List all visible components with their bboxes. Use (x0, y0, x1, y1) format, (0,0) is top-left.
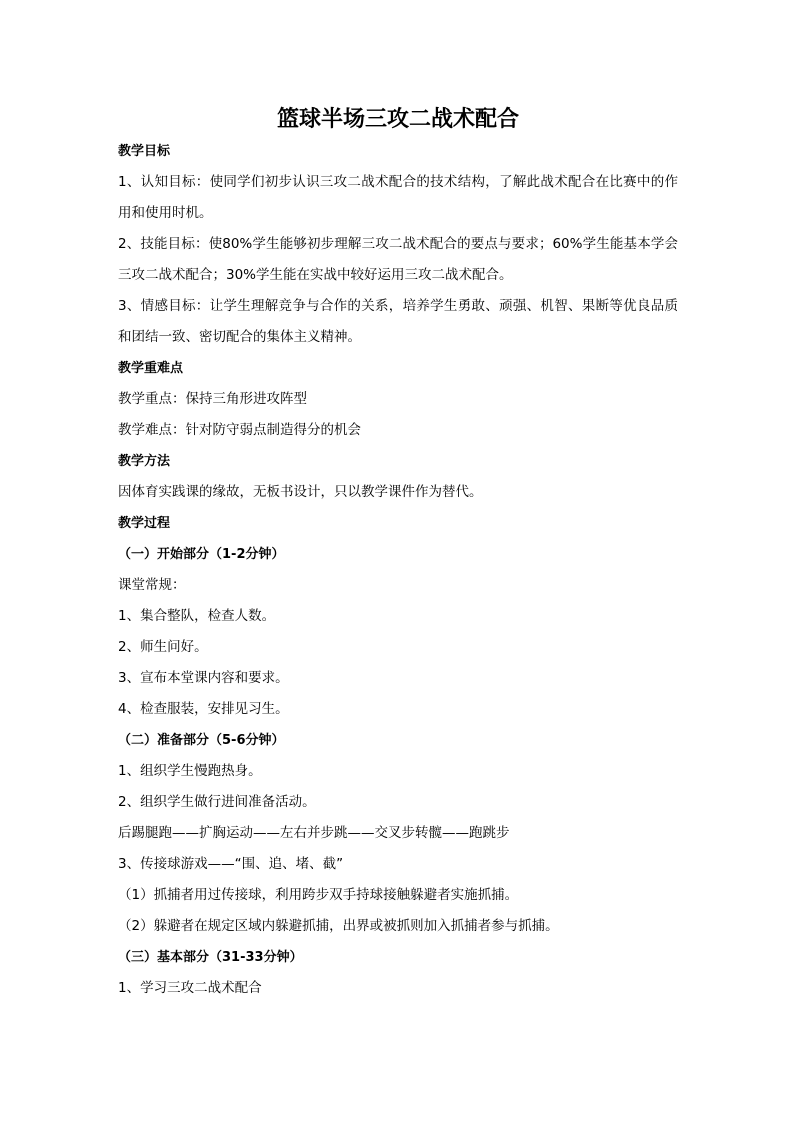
objective-item: 3、情感目标：让学生理解竞争与合作的关系，培养学生勇敢、顽强、机智、果断等优良品质和团结一致、密切配合的集体主义精神。 (118, 298, 678, 345)
process-item: 2、师生问好。 (118, 639, 208, 655)
process-item: 1、组织学生慢跑热身。 (118, 763, 262, 779)
process-part2-heading: （二）准备部分（5-6分钟） (118, 733, 285, 748)
process-item: 3、宣布本堂课内容和要求。 (118, 670, 289, 686)
process-item: 2、组织学生做行进间准备活动。 (118, 794, 316, 810)
process-part3-heading: （三）基本部分（31-33分钟） (118, 950, 303, 965)
section-heading-key-points: 教学重难点 (118, 361, 184, 376)
process-item: 后踢腿跑——扩胸运动——左右并步跳——交叉步转髋——跑跳步 (118, 825, 510, 841)
process-item: 4、检查服装，安排见习生。 (118, 701, 289, 717)
process-item: 3、传接球游戏——“围、追、堵、截” (118, 856, 344, 872)
objective-item: 2、技能目标：使80%学生能够初步理解三攻二战术配合的要点与要求；60%学生能基本学会三攻二战术配合；30%学生能在实战中较好运用三攻二战术配合。 (118, 236, 678, 283)
section-heading-process: 教学过程 (118, 516, 171, 531)
process-item: 课堂常规： (118, 577, 186, 593)
process-item: （2）躲避者在规定区域内躲避抓捕，出界或被抓则加入抓捕者参与抓捕。 (118, 918, 559, 934)
document-title: 篮球半场三攻二战术配合 (276, 107, 519, 132)
section-heading-method: 教学方法 (118, 454, 171, 469)
key-point-item: 教学难点：针对防守弱点制造得分的机会 (118, 422, 361, 438)
process-item: 1、集合整队，检查人数。 (118, 608, 276, 624)
process-item: 1、学习三攻二战术配合 (118, 980, 262, 996)
process-part1-heading: （一）开始部分（1-2分钟） (118, 547, 285, 562)
section-heading-objectives: 教学目标 (118, 144, 171, 159)
key-point-item: 教学重点：保持三角形进攻阵型 (118, 391, 307, 407)
objective-item: 1、认知目标：使同学们初步认识三攻二战术配合的技术结构，了解此战术配合在比赛中的作用和使用时机。 (118, 174, 678, 221)
document-page (118, 104, 678, 1004)
process-item: （1）抓捕者用过传接球，利用跨步双手持球接触躲避者实施抓捕。 (118, 887, 519, 903)
method-item: 因体育实践课的缘故，无板书设计，只以教学课件作为替代。 (118, 484, 483, 500)
